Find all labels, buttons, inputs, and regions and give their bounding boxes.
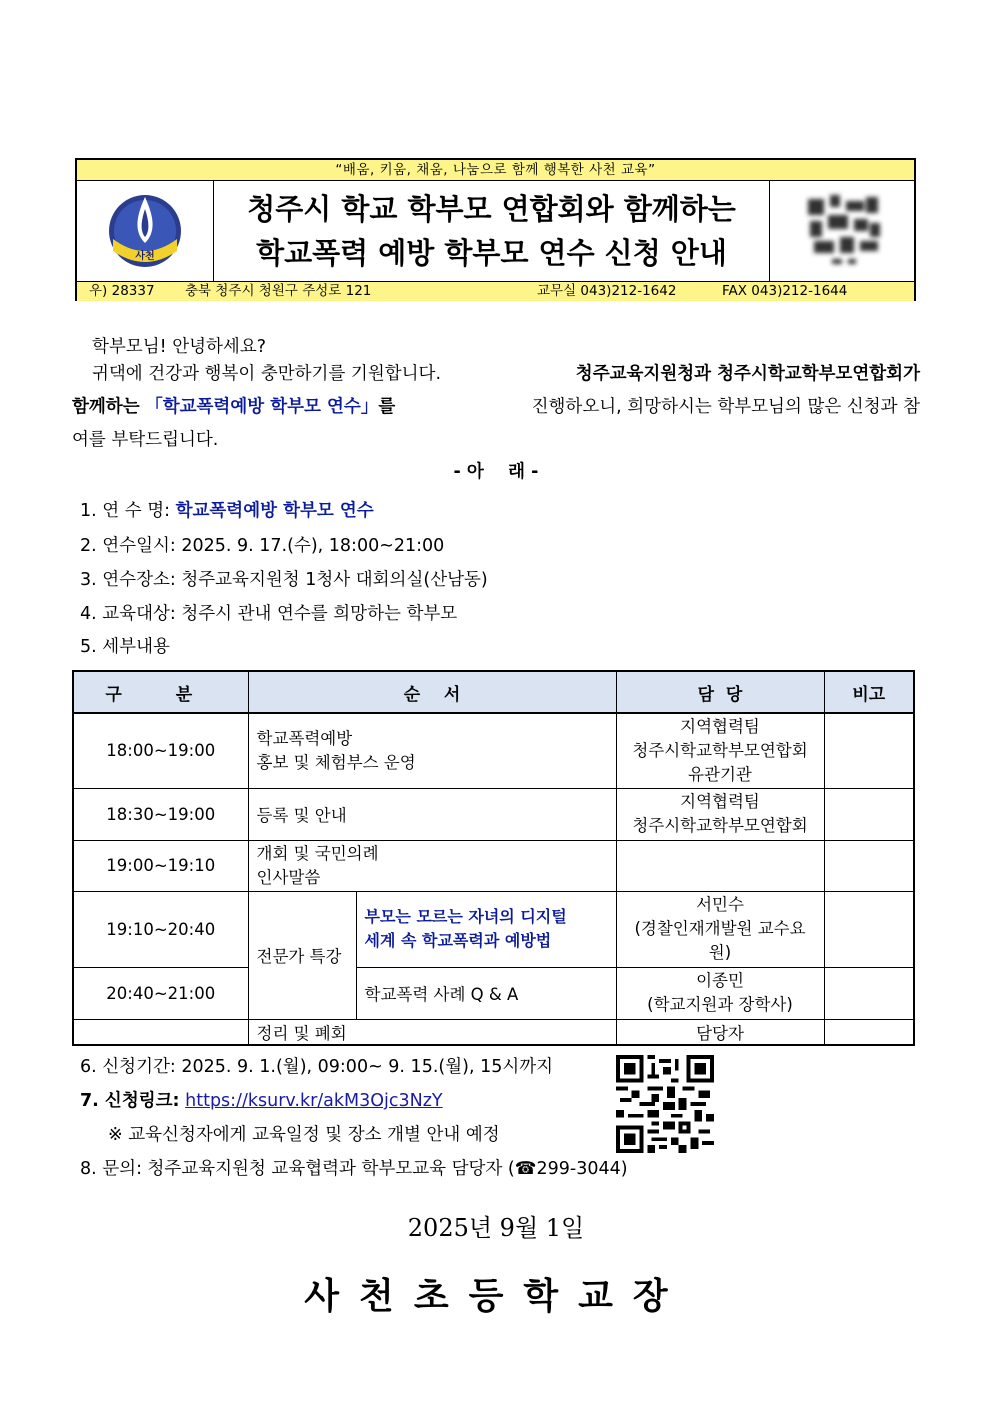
row-owner — [616, 713, 824, 788]
blurred-qr-icon — [770, 181, 914, 281]
row-order: 등록 및 안내 — [248, 788, 616, 840]
intro-bold-2: 함께하는 — [72, 397, 140, 417]
intro-line-3 — [72, 393, 920, 418]
intro-bold: 청주교육지원청과 청주시학교학부모연합회가 — [575, 364, 920, 384]
greeting: 학부모님! 안녕하세요? — [92, 337, 267, 357]
row-time — [73, 1019, 248, 1045]
row-owner-line: 이종민 — [696, 971, 744, 990]
item-8: 8. 문의: 청주교육지원청 교육협력과 학부모교육 담당자 (☎299-3044) — [80, 1159, 628, 1179]
fax-number: FAX 043)212-1644 — [722, 283, 848, 299]
letterhead — [75, 158, 916, 301]
row-time: 19:10~20:40 — [73, 891, 248, 967]
item-1 — [80, 497, 374, 522]
application-link[interactable]: https://ksurv.kr/akM3Ojc3NzY — [185, 1091, 443, 1111]
header-owner: 담 당 — [616, 671, 824, 713]
address-bar — [77, 282, 914, 301]
row-order: 정리 및 폐회 — [248, 1019, 616, 1045]
row-order-line: 홍보 및 체험부스 운영 — [256, 752, 416, 772]
item-7 — [80, 1087, 443, 1112]
table-row — [73, 788, 914, 840]
table-row — [73, 967, 914, 1019]
row-owner — [616, 967, 824, 1019]
header-qr-code — [770, 181, 914, 281]
lecture-group: 전문가 특강 — [248, 891, 356, 1019]
intro-bold-3: 를 — [378, 397, 396, 417]
item-1-label: 1. 연 수 명: — [80, 501, 170, 521]
school-slogan: “배움, 키움, 채움, 나눔으로 함께 행복한 사천 교육” — [77, 160, 914, 181]
row-remarks — [824, 967, 914, 1019]
table-row — [73, 713, 914, 788]
logo-text: 사천 — [135, 251, 155, 262]
row-owner-line: 청주시학교학부모연합회 — [632, 816, 808, 835]
school-logo — [77, 181, 214, 281]
row-owner-line: 유관기관 — [688, 764, 752, 784]
lecture-title-line: 세계 속 학교폭력과 예방법 — [364, 931, 552, 950]
header-order: 순 서 — [248, 671, 616, 713]
item-5: 5. 세부내용 — [80, 637, 170, 657]
table-row — [73, 1019, 914, 1045]
row-owner: 담당자 — [616, 1019, 824, 1045]
row-time: 20:40~21:00 — [73, 967, 248, 1019]
row-owner-line: 청주시학교학부모연합회 — [632, 740, 808, 760]
row-order-line: 학교폭력예방 — [256, 728, 353, 748]
row-owner — [616, 891, 824, 967]
principal-signature: 사천초등학교장 — [304, 1275, 688, 1317]
row-owner-line: 서민수 — [696, 895, 744, 914]
office-phone: 교무실 043)212-1642 — [537, 283, 677, 299]
row-owner-line: (경찰인재개발원 교수요원) — [634, 919, 806, 962]
intro-plain-2: 진행하오니, 희망하시는 학부모님의 많은 신청과 참 — [531, 397, 920, 417]
row-time: 19:00~19:10 — [73, 840, 248, 891]
row-owner-line: 지역협력팀 — [680, 716, 760, 736]
school-address: 충북 청주시 청원구 주성로 121 — [185, 283, 372, 299]
row-remarks — [824, 713, 914, 788]
row-order — [248, 713, 616, 788]
item-3: 3. 연수장소: 청주교육지원청 1청사 대회의실(산남동) — [80, 570, 488, 590]
lecture-title-line: 부모는 모르는 자녀의 디지털 — [364, 907, 567, 926]
notice-heading: - 아 래 - — [453, 462, 539, 482]
row-time: 18:30~19:00 — [73, 788, 248, 840]
intro-line-2 — [92, 360, 920, 385]
lecture-qa: 학교폭력 사례 Q & A — [356, 967, 616, 1019]
issue-date: 2025년 9월 1일 — [407, 1214, 585, 1242]
qr-code-icon — [616, 1055, 714, 1153]
row-owner-line: 지역협력팀 — [680, 792, 760, 811]
page-title — [214, 181, 770, 281]
item-6: 6. 신청기간: 2025. 9. 1.(월), 09:00~ 9. 15.(월), 15시까지 — [80, 1057, 554, 1077]
lecture-title — [356, 891, 616, 967]
table-header-row — [73, 671, 914, 713]
row-remarks — [824, 840, 914, 891]
intro-line-4: 여를 부탁드립니다. — [72, 430, 219, 450]
table-row — [73, 891, 914, 967]
header-remarks: 비고 — [824, 671, 914, 713]
item-1-value: 학교폭력예방 학부모 연수 — [175, 501, 374, 521]
item-4: 4. 교육대상: 청주시 관내 연수를 희망하는 학부모 — [80, 604, 458, 624]
row-owner — [616, 788, 824, 840]
item-7-label: 7. 신청링크: — [80, 1091, 180, 1111]
row-owner-line: (학교지원과 장학사) — [647, 995, 793, 1014]
item-2: 2. 연수일시: 2025. 9. 17.(수), 18:00~21:00 — [80, 536, 445, 556]
title-line-2: 학교폭력 예방 학부모 연수 신청 안내 — [256, 236, 727, 270]
row-order-line: 인사말씀 — [256, 867, 321, 887]
row-remarks — [824, 788, 914, 840]
row-order-line: 개회 및 국민의례 — [256, 843, 379, 863]
row-time: 18:00~19:00 — [73, 713, 248, 788]
row-remarks — [824, 1019, 914, 1045]
application-qr-code[interactable] — [616, 1055, 714, 1153]
schedule-table — [72, 670, 915, 1046]
header-category: 구 분 — [73, 671, 248, 713]
school-emblem-icon — [77, 181, 214, 281]
note: ※ 교육신청자에게 교육일정 및 장소 개별 안내 예정 — [108, 1125, 500, 1145]
row-order — [248, 840, 616, 891]
postal-code: 우) 28337 — [89, 283, 155, 299]
intro-plain: 귀댁에 건강과 행복이 충만하기를 기원합니다. — [92, 364, 442, 384]
table-row — [73, 840, 914, 891]
title-line-1: 청주시 학교 학부모 연합회와 함께하는 — [247, 192, 736, 226]
row-owner — [616, 840, 824, 891]
program-title-inline: 「학교폭력예방 학부모 연수」 — [145, 397, 379, 417]
row-remarks — [824, 891, 914, 967]
